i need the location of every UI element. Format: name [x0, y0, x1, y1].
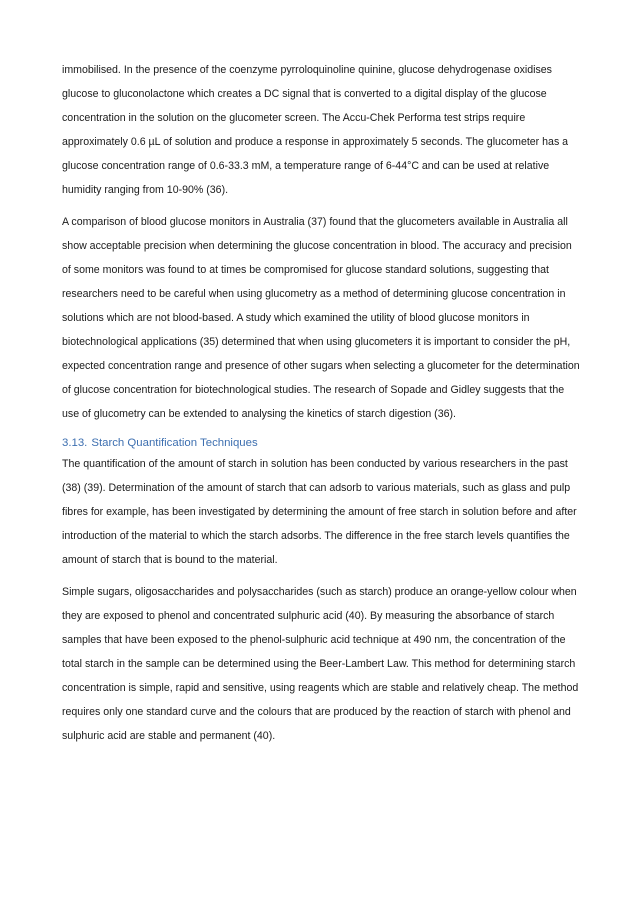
section-number: 3.13. — [62, 437, 88, 449]
page-content — [62, 58, 582, 756]
section-heading — [62, 434, 582, 452]
section-title: Starch Quantification Techniques — [91, 437, 258, 449]
paragraph-glucometer-comparison: A comparison of blood glucose monitors in Australia (37) found that the glucometers available in Australia all show acceptable precision when determining the glucose concentration in blood. The accuracy and precision of some monitors was found to at times be compromised for glucose standard solutions, suggesting that researchers need to be careful when using glucometry as a method of determining glucose concentration in solutions which are not blood-based. A study which examined the utility of blood glucose monitors in biotechnological applications (35) determined that when using glucometers it is important to consider the pH, expected concentration range and presence of other sugars when selecting a glucometer for the determination of glucose concentration for biotechnological studies. The research of Sopade and Gidley suggests that the use of glucometry can be extended to analysing the kinetics of starch digestion (36). — [62, 216, 580, 420]
paragraph-phenol-sulphuric-method: Simple sugars, oligosaccharides and polysaccharides (such as starch) produce an orange-yellow colour when they are exposed to phenol and concentrated sulphuric acid (40). By measuring the absorbance of starch samples that have been exposed to the phenol-sulphuric acid technique at 490 nm, the concentration of the total starch in the sample can be determined using the Beer-Lambert Law. This method for determining starch concentration is simple, rapid and sensitive, using reagents which are stable and relatively cheap. The method requires only one standard curve and the colours that are produced by the reaction of starch with phenol and sulphuric acid are stable and permanent (40). — [62, 586, 579, 742]
paragraph-glucometer-specs: immobilised. In the presence of the coenzyme pyrroloquinoline quinine, glucose dehydrogenase oxidises glucose to gluconolactone which creates a DC signal that is converted to a digital display of the glucose concentration in the solution on the glucometer screen. The Accu-Chek Performa test strips require approximately 0.6 µL of solution and produce a response in approximately 5 seconds. The glucometer has a glucose concentration range of 0.6-33.3 mM, a temperature range of 6-44°C and can be used at relative humidity ranging from 10-90% (36). — [62, 64, 569, 196]
paragraph-starch-quantification: The quantification of the amount of starch in solution has been conducted by various researchers in the past (38) (39). Determination of the amount of starch that can adsorb to various materials, such as glass and pulp fibres for example, has been investigated by determining the amount of free starch in solution before and after introduction of the material to which the starch adsorbs. The difference in the free starch levels quantifies the amount of starch that is bound to the material. — [62, 458, 577, 566]
